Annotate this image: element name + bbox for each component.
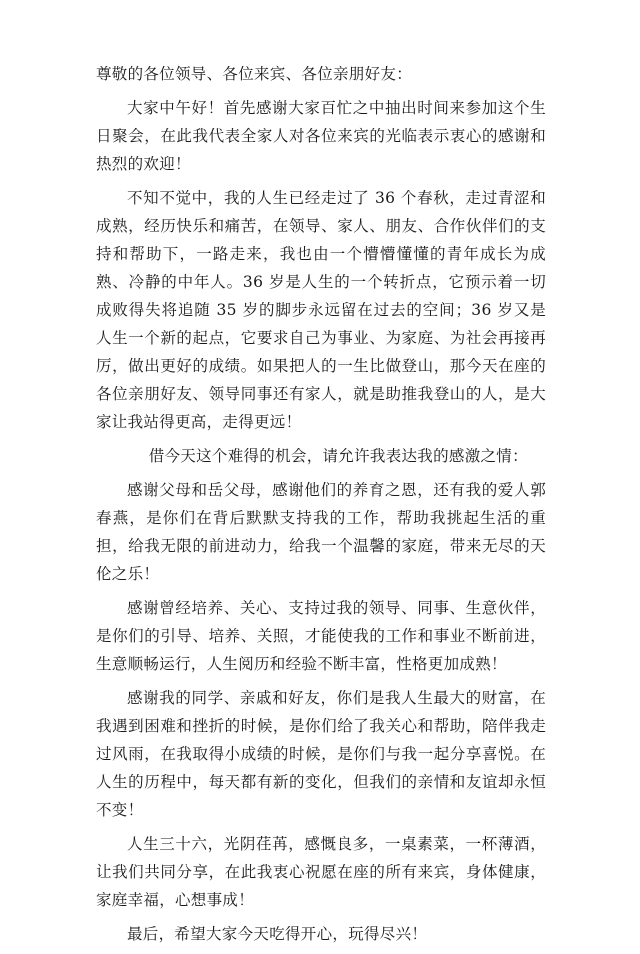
salutation: 尊敬的各位领导、各位来宾、各位亲朋好友： xyxy=(96,65,413,83)
paragraph-greeting: 大家中午好！首先感谢大家百忙之中抽出时间来参加这个生日聚会，在此我代表全家人对各位来宾的光临表示衷心的感谢和热烈的欢迎！ xyxy=(96,99,546,173)
speech-text xyxy=(96,60,546,954)
paragraph-thanks-family: 感谢父母和岳父母，感谢他们的养育之恩，还有我的爱人郭春燕，是你们在背后默默支持我的工作，帮助我挑起生活的重担，给我无限的前进动力，给我一个温馨的家庭，带来无尽的天伦之乐！ xyxy=(96,481,546,583)
paragraph-thanks-colleagues: 感谢曾经培养、关心、支持过我的领导、同事、生意伙伴，是你们的引导、培养、关照，才能使我的工作和事业不断前进，生意顺畅运行，人生阅历和经验不断丰富，性格更加成熟！ xyxy=(96,599,546,673)
paragraph-reflection: 不知不觉中，我的人生已经走过了 36 个春秋，走过青涩和成熟，经历快乐和痛苦，在领导、家人、朋友、合作伙伴们的支持和帮助下，一路走来，我也由一个懵懵懂懂的青年成长为成熟、冷静的中年人。36 岁是人生的一个转折点，它预示着一切成败得失将追随 35 岁的脚步永远留在过去的空间；36 岁又是人生一个新的起点，它要求自己为事业、为家庭、为社会再接再厉，做出更好的成绩。如果把人的一生比做登山，那今天在座的各位亲朋好友、领导同事还有家人，就是助推我登山的人，是大家让我站得更高，走得更远！ xyxy=(96,189,546,431)
paragraph-gratitude-intro: 借今天这个难得的机会，请允许我表达我的感激之情： xyxy=(148,447,528,465)
paragraph-toast: 人生三十六，光阴荏苒，感慨良多，一桌素菜，一杯薄酒，让我们共同分享，在此我衷心祝愿在座的所有来宾，身体健康，家庭幸福，心想事成！ xyxy=(96,835,546,909)
paragraph-closing: 最后，希望大家今天吃得开心，玩得尽兴！ xyxy=(127,925,428,943)
paragraph-thanks-friends: 感谢我的同学、亲戚和好友，你们是我人生最大的财富，在我遇到困难和挫折的时候，是你们给了我关心和帮助，陪伴我走过风雨，在我取得小成绩的时候，是你们与我一起分享喜悦。在人生的历程中，每天都有新的变化，但我们的亲情和友谊却永恒不变！ xyxy=(96,689,546,819)
